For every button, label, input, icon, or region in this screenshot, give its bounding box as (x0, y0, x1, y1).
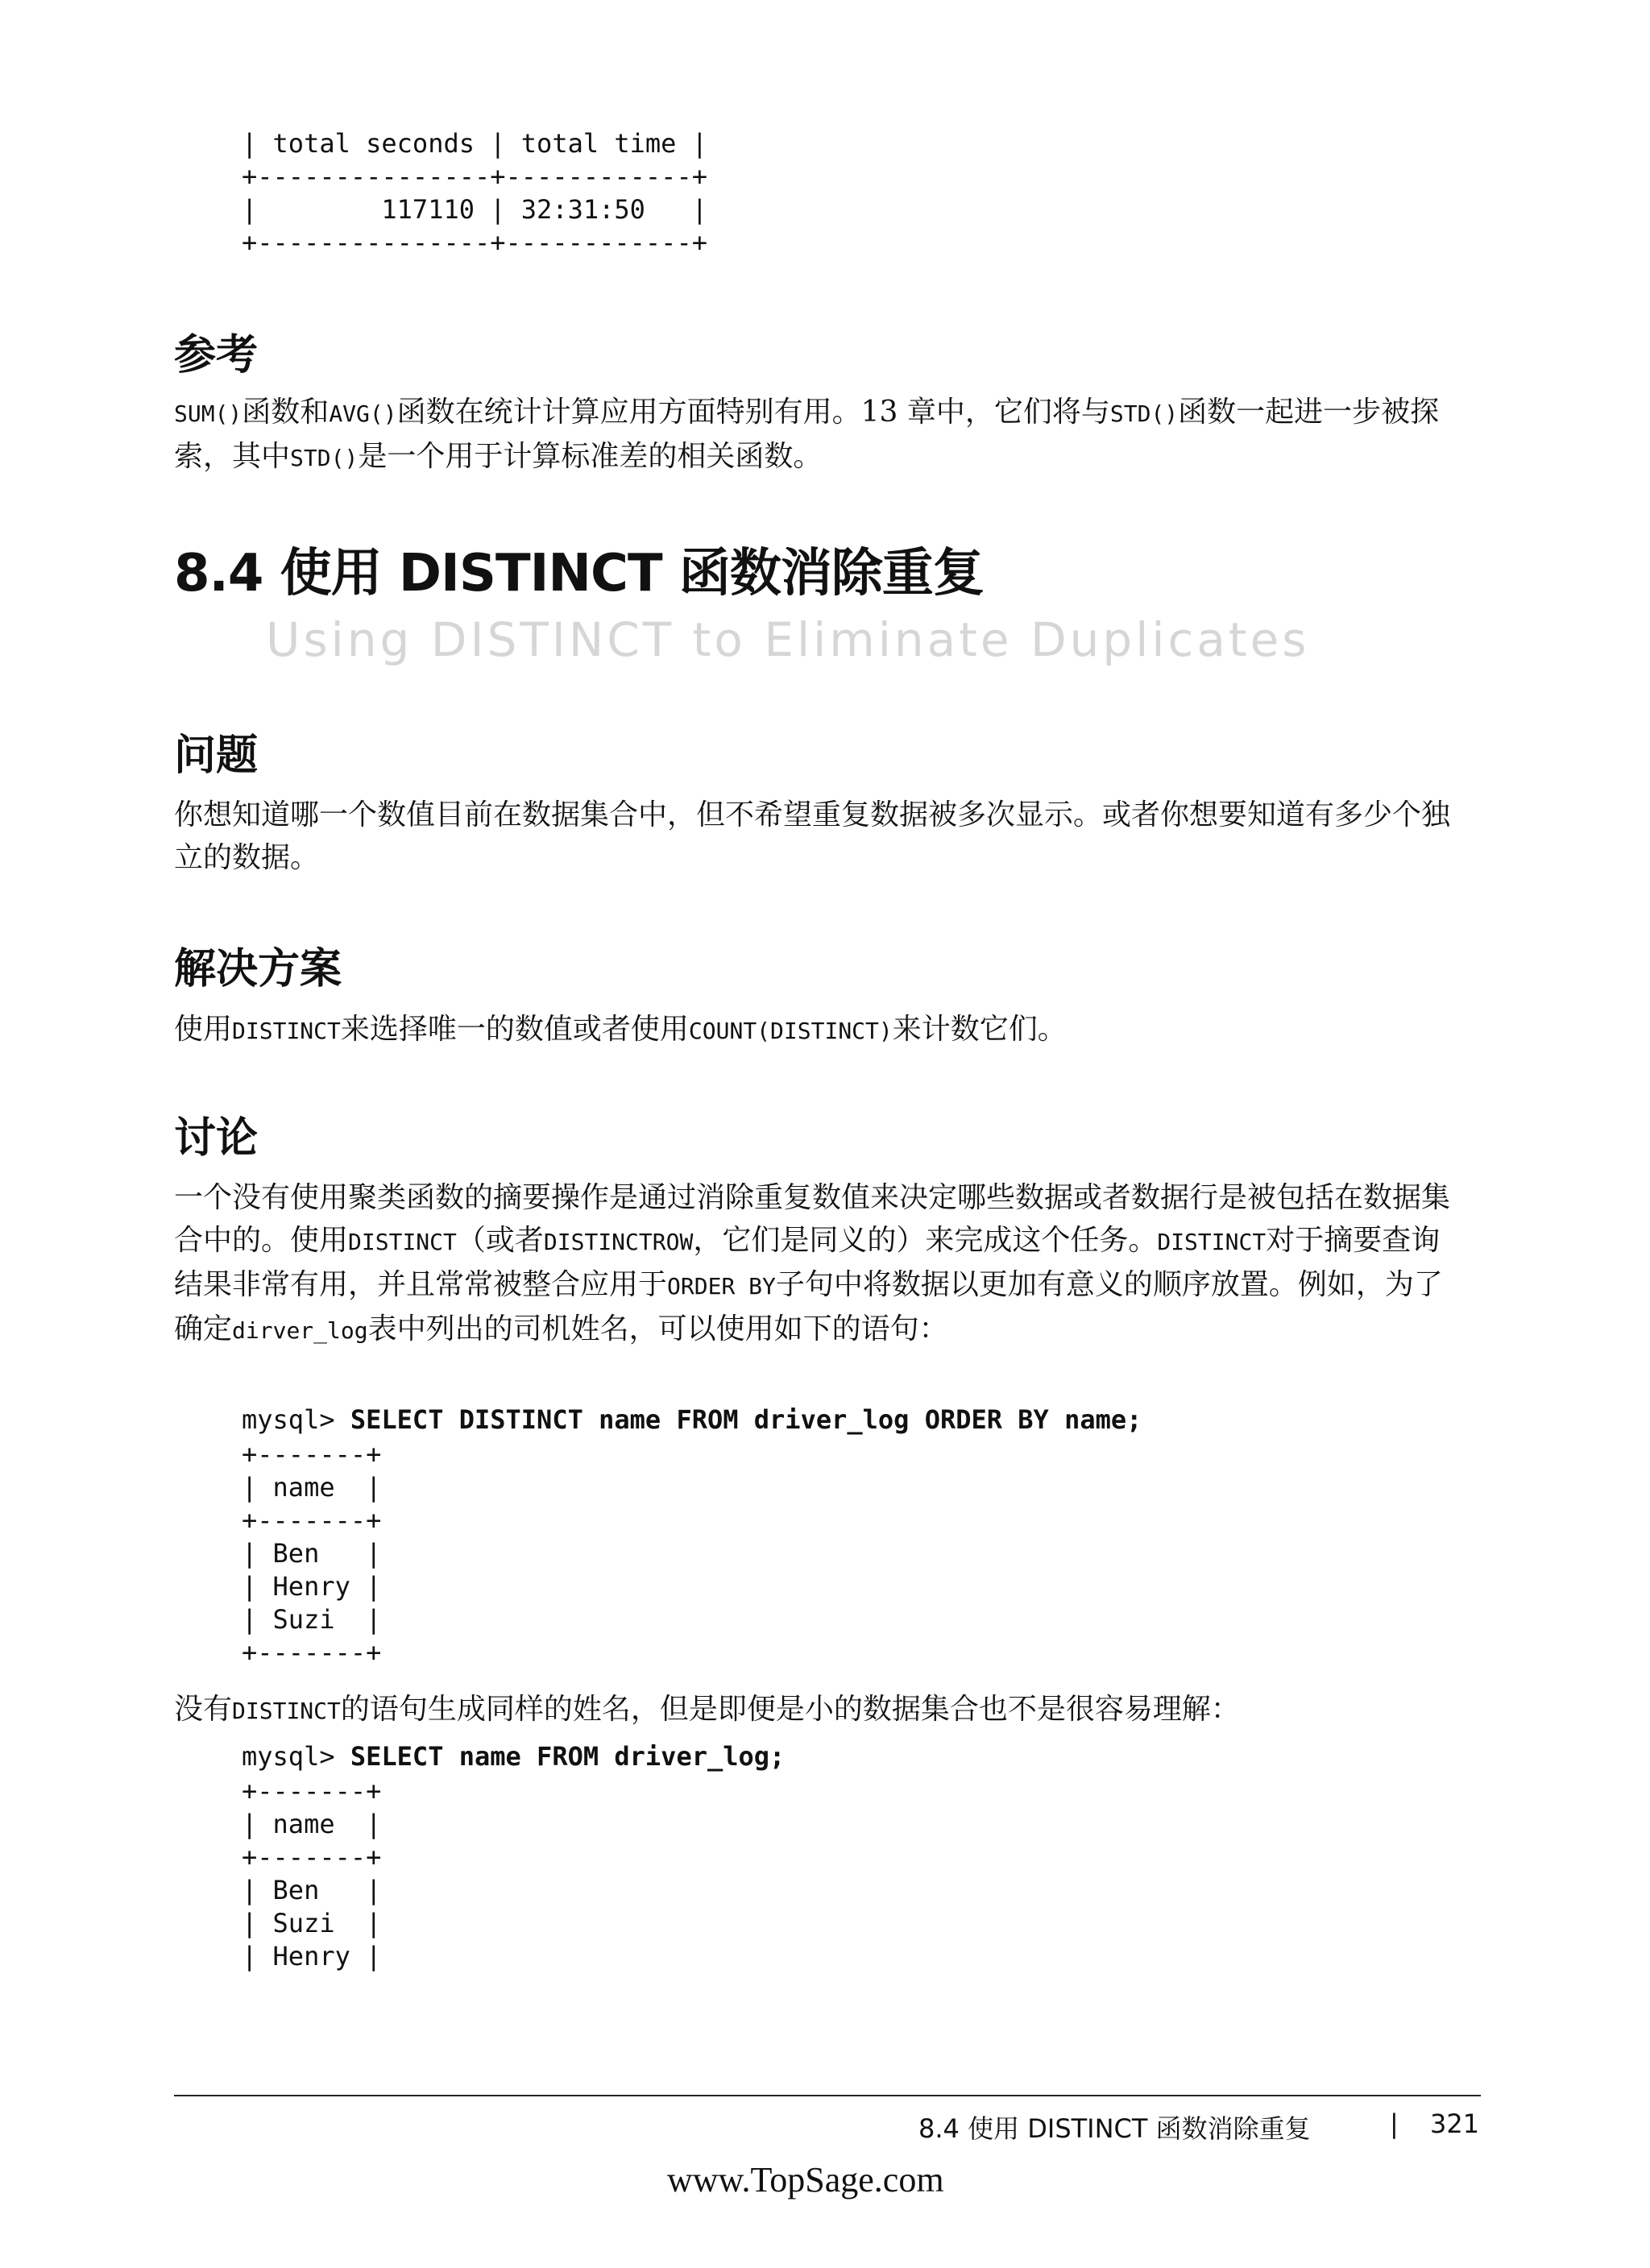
paragraph-text: 的语句生成同样的姓名，但是即便是小的数据集合也不是很容易理解： (340, 1693, 1240, 1726)
result-table-line: +---------------+------------+ (242, 161, 707, 192)
paragraph-text: 子句中将数据以更加有意义的顺序放置。例如，为了确定 (174, 1268, 1443, 1345)
section-subtitle-faint: Using DISTINCT to Eliminate Duplicates (266, 612, 1310, 667)
paragraph-text: 是一个用于计算标准差的相关函数。 (358, 440, 823, 473)
result-table-line: | 117110 | 32:31:50 | (242, 194, 707, 225)
section-title: 8.4 使用 DISTINCT 函数消除重复 (174, 544, 984, 603)
footer-rule (174, 2095, 1481, 2096)
mysql-prompt: mysql> (242, 1741, 350, 1772)
footer-separator: | (1390, 2108, 1399, 2139)
mysql-prompt: mysql> (242, 1404, 350, 1435)
reference-heading: 参考 (174, 331, 259, 379)
paragraph-text: 表中列出的司机姓名，可以使用如下的语句： (367, 1312, 948, 1345)
inline-code: DISTINCT (232, 1698, 341, 1724)
inline-code: dirver_log (232, 1317, 368, 1344)
result-table-line: +---------------+------------+ (242, 227, 707, 258)
result-table (242, 127, 707, 259)
website-watermark: www.TopSage.com (667, 2160, 944, 2200)
inline-code: DISTINCT (232, 1018, 341, 1044)
solution-heading: 解决方案 (174, 945, 342, 993)
result-table-line: | total seconds | total time | (242, 128, 707, 159)
discussion-paragraph (174, 1176, 1451, 1352)
paragraph-text: 一个没有使用聚类函数的摘要操作是通过消除重复数值来决定哪些数据或者数据行是被包括在数据集合中的。使用 (174, 1181, 1451, 1257)
discussion-heading: 讨论 (174, 1114, 259, 1163)
paragraph-text: （或者 (456, 1224, 544, 1257)
inline-code: COUNT(DISTINCT) (688, 1018, 893, 1044)
inline-code: AVG() (329, 400, 397, 427)
sql-statement: SELECT DISTINCT name FROM driver_log ORDER BY name; (350, 1404, 1142, 1435)
query2-result-table: +-------+ | name | +-------+ | Ben | | Suzi | | Henry | (242, 1776, 382, 1972)
paragraph-text: 来计数它们。 (892, 1013, 1067, 1046)
paragraph-text: 函数一起进一步被探索，其中 (174, 396, 1440, 473)
paragraph-text: 没有 (174, 1693, 233, 1726)
inline-code: STD() (290, 445, 359, 471)
paragraph-text: 使用 (174, 1013, 233, 1046)
inline-code: SUM() (174, 400, 243, 427)
paragraph-text: 对于摘要查询结果非常有用，并且常常被整合应用于 (174, 1224, 1441, 1301)
reference-paragraph (174, 391, 1451, 479)
inline-code: DISTINCT (348, 1229, 457, 1255)
inline-code: DISTINCTROW (543, 1229, 694, 1255)
between-paragraph (174, 1688, 1451, 1732)
paragraph-text: 函数和 (242, 396, 330, 429)
paragraph-text: ，它们是同义的）来完成这个任务。 (693, 1224, 1158, 1257)
paragraph-text: 函数在统计计算应用方面特别有用。13 章中，它们将与 (396, 396, 1110, 429)
inline-code: ORDER BY (667, 1273, 776, 1300)
query1-command (242, 1404, 1142, 1437)
page-number: 321 (1430, 2108, 1480, 2139)
footer-section-label: 8.4 使用 DISTINCT 函数消除重复 (918, 2113, 1311, 2144)
query1-result-table: +-------+ | name | +-------+ | Ben | | Henry | | Suzi | +-------+ (242, 1439, 382, 1668)
solution-paragraph (174, 1008, 1451, 1052)
sql-statement: SELECT name FROM driver_log; (350, 1741, 786, 1772)
inline-code: DISTINCT (1157, 1229, 1267, 1255)
paragraph-text: 来选择唯一的数值或者使用 (340, 1013, 689, 1046)
query2-command (242, 1740, 785, 1773)
problem-heading: 问题 (174, 732, 259, 780)
inline-code: STD() (1109, 400, 1179, 427)
problem-paragraph: 你想知道哪一个数值目前在数据集合中，但不希望重复数据被多次显示。或者你想要知道有多少个独立的数据。 (174, 798, 1451, 874)
